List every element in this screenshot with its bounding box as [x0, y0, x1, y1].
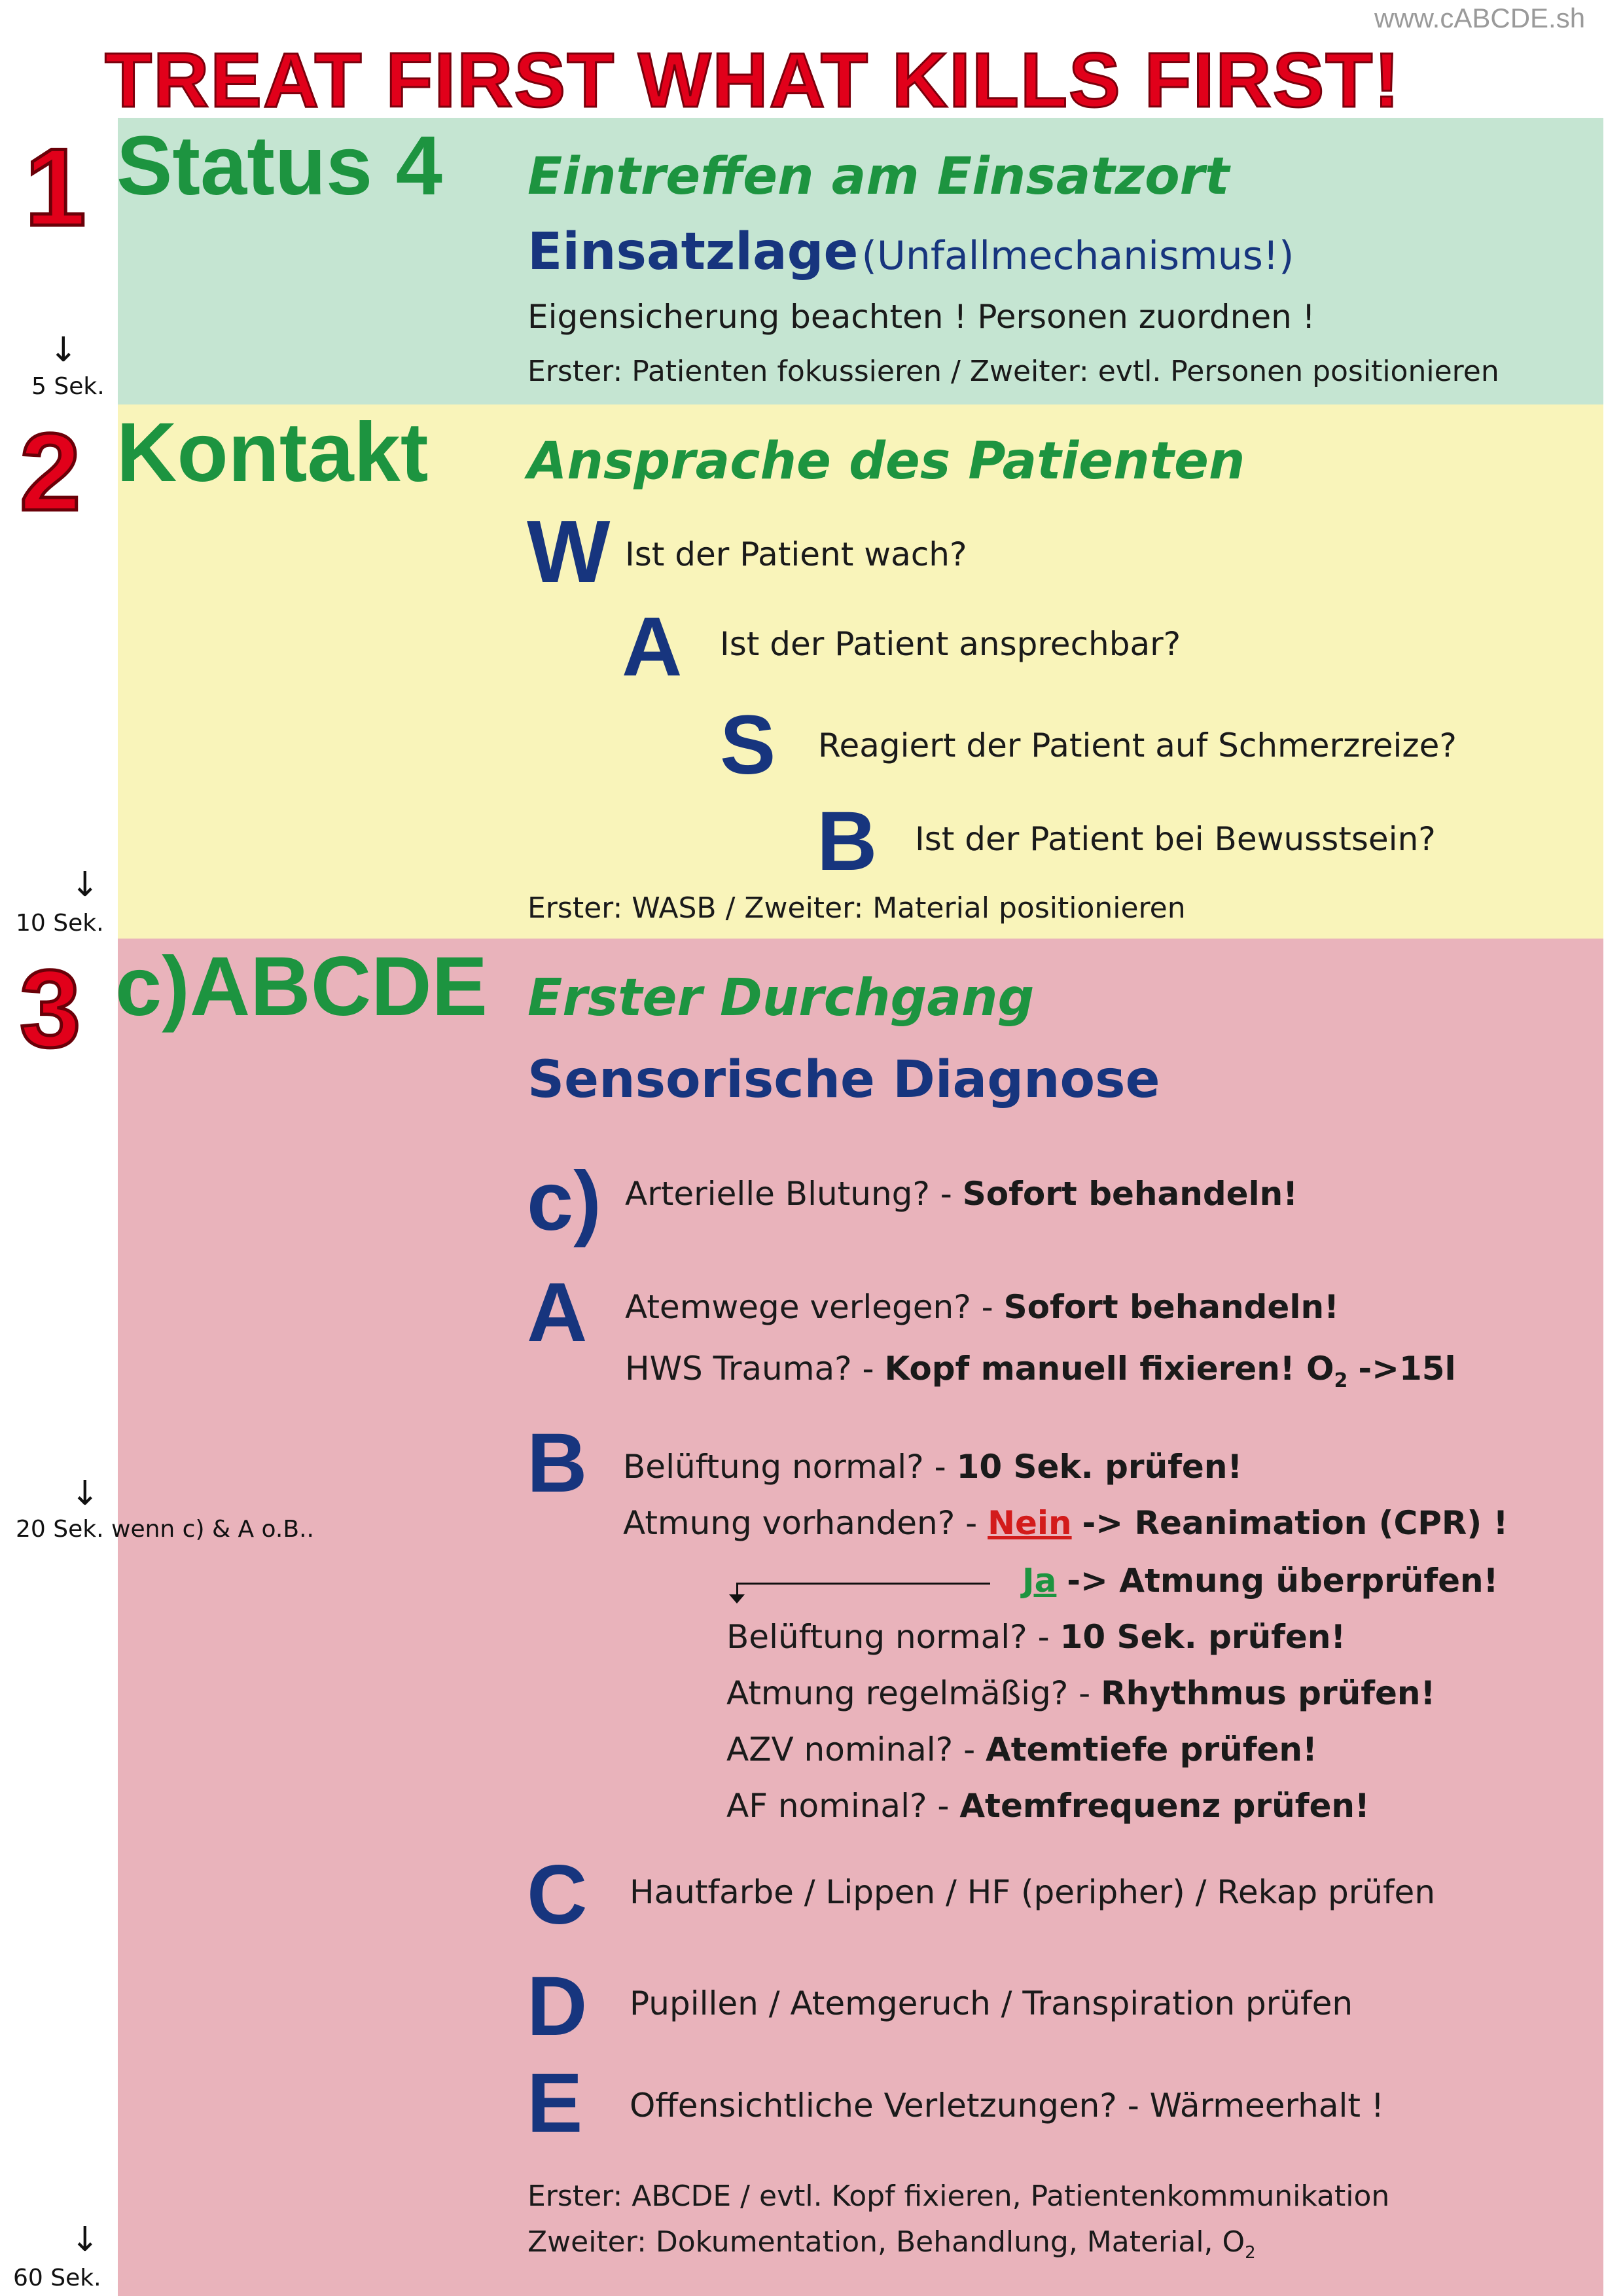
abcde-c-text: Hautfarbe / Lippen / HF (peripher) / Rekap prüfen [630, 1873, 1436, 1911]
step-number-1: 1 [25, 126, 86, 249]
step-number-3: 3 [20, 947, 81, 1070]
ja-label: Ja [1022, 1562, 1057, 1600]
branch-arrow-icon [729, 1594, 745, 1604]
wasb-text-b: Ist der Patient bei Bewusstsein? [915, 820, 1436, 858]
abcde-a-line1: Atemwege verlegen? - Sofort behandeln! [625, 1288, 1339, 1326]
branch-line [736, 1583, 990, 1585]
nein-label: Nein [988, 1504, 1072, 1542]
kontakt-subheading: Ansprache des Patienten [527, 432, 1245, 491]
abcde-heading: c)ABCDE [115, 940, 488, 1033]
abcde-b-sub-3: AZV nominal? - Atemtiefe prüfen! [726, 1731, 1317, 1768]
abcde-letter-e: E [527, 2056, 583, 2150]
time-arrow-down-icon: ↓ [71, 865, 99, 905]
abcde-e-text: Offensichtliche Verletzungen? - Wärmeerhalt ! [630, 2087, 1384, 2125]
abcde-footer-2: Zweiter: Dokumentation, Behandlung, Material, $O_2$ [527, 2225, 1256, 2263]
time-label-5: 5 Sek. [31, 373, 105, 400]
wasb-letter-b: B [817, 795, 878, 888]
abcde-subheading2: Sensorische Diagnose [527, 1050, 1160, 1109]
wasb-letter-w: W [527, 502, 611, 601]
status-line3: Erster: Patienten fokussieren / Zweiter: evtl. Personen positionieren [527, 355, 1499, 388]
abcde-letter-b: B [527, 1416, 588, 1510]
kontakt-heading: Kontakt [116, 406, 429, 499]
time-label-20-note: wenn c) & A o.B.. [111, 1516, 314, 1543]
abcde-letter-a: A [527, 1266, 588, 1359]
time-label-10: 10 Sek. [16, 910, 104, 937]
status-subheading: Eintreffen am Einsatzort [527, 147, 1230, 206]
step-number-2: 2 [20, 410, 81, 533]
time-label-20: 20 Sek. wenn c) & A o.B.. [16, 1516, 314, 1543]
wasb-text-a: Ist der Patient ansprechbar? [720, 625, 1181, 663]
abcde-b-line3: Ja -> Atmung überprüfen! [1022, 1562, 1499, 1600]
time-arrow-down-icon: ↓ [71, 1474, 99, 1513]
time-label-60: 60 Sek. [13, 2265, 101, 2291]
abcde-footer-1: Erster: ABCDE / evtl. Kopf fixieren, Patientenkommunikation [527, 2179, 1390, 2213]
wasb-letter-a: A [622, 600, 683, 694]
abcde-letter-c-small: c) [527, 1155, 601, 1248]
abcde-b-sub-4: AF nominal? - Atemfrequenz prüfen! [726, 1787, 1370, 1825]
abcde-b-line1: Belüftung normal? - 10 Sek. prüfen! [623, 1448, 1243, 1486]
status-line2: Eigensicherung beachten ! Personen zuordnen ! [527, 298, 1315, 336]
wasb-letter-s: S [720, 698, 776, 792]
time-arrow-down-icon: ↓ [71, 2220, 99, 2259]
abcde-letter-c: C [527, 1848, 588, 1942]
website-url: www.cABCDE.sh [1374, 3, 1586, 33]
abcde-a-line2: HWS Trauma? - Kopf manuell fixieren! $O_2$ ->15l [625, 1350, 1456, 1392]
wasb-text-w: Ist der Patient wach? [625, 535, 967, 573]
page-title-banner: TREAT FIRST WHAT KILLS FIRST! [105, 37, 1401, 124]
status-line1: Einsatzlage (Unfallmechanismus!) [527, 223, 1294, 281]
abcde-b-sub-2: Atmung regelmäßig? - Rhythmus prüfen! [726, 1674, 1436, 1712]
abcde-b-sub-1: Belüftung normal? - 10 Sek. prüfen! [726, 1618, 1346, 1656]
abcde-c-line: Arterielle Blutung? - Sofort behandeln! [625, 1175, 1298, 1213]
wasb-text-s: Reagiert der Patient auf Schmerzreize? [818, 726, 1457, 764]
time-arrow-down-icon: ↓ [49, 331, 78, 370]
status-heading: Status 4 [116, 119, 442, 213]
abcde-b-line2: Atmung vorhanden? - Nein -> Reanimation (CPR) ! [623, 1504, 1508, 1542]
abcde-d-text: Pupillen / Atemgeruch / Transpiration prüfen [630, 1984, 1353, 2022]
kontakt-footer: Erster: WASB / Zweiter: Material positionieren [527, 891, 1186, 925]
abcde-subheading: Erster Durchgang [527, 969, 1035, 1028]
abcde-letter-d: D [527, 1960, 588, 2053]
